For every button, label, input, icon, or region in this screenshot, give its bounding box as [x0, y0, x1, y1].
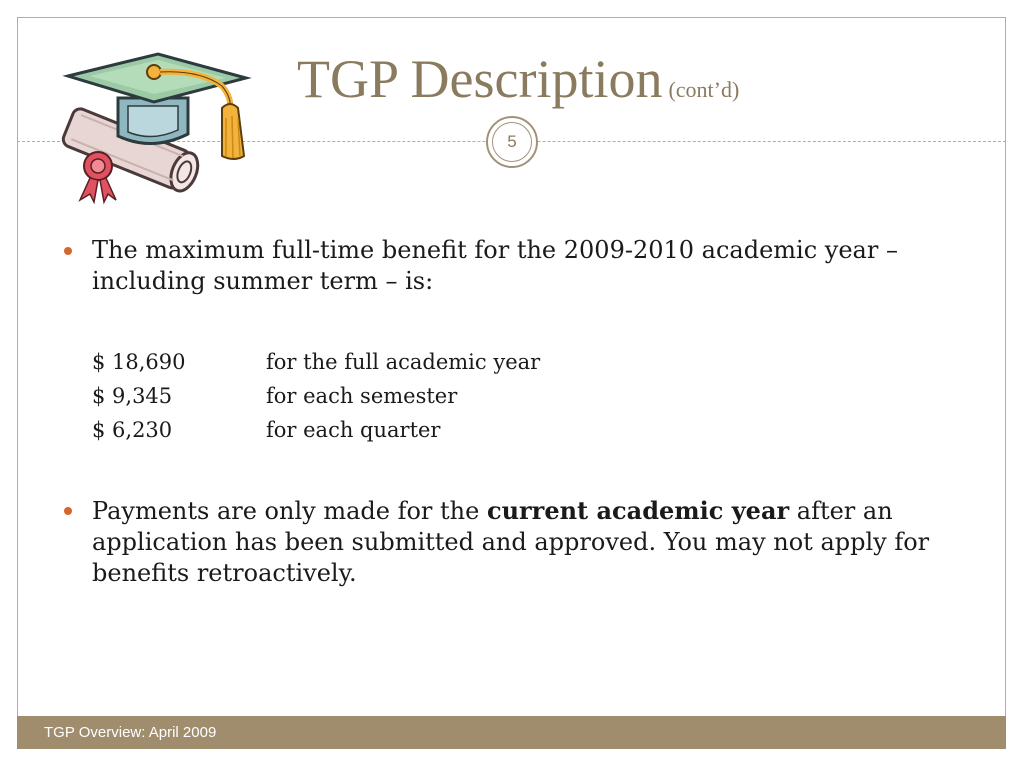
footer-bar	[17, 716, 1006, 749]
amount-description: for each quarter	[266, 418, 441, 442]
page-number: 5	[492, 122, 532, 162]
rose-ribbon	[80, 152, 116, 202]
bullet-marker	[64, 247, 72, 255]
bullet-item	[62, 235, 962, 297]
bullet-text-after: after an application has been submitted and approved. You may not apply for benefits retroactively.	[92, 497, 930, 587]
amount-description: for each semester	[266, 384, 458, 408]
benefit-amounts-table	[92, 345, 962, 447]
amount-row	[92, 345, 962, 379]
slide-title	[297, 48, 739, 110]
bullet-item	[62, 495, 962, 589]
graduation-cap-diploma-icon	[50, 48, 255, 206]
amount-value: $ 6,230	[92, 418, 173, 442]
amount-value: $ 18,690	[92, 350, 186, 374]
amount-description: for the full academic year	[266, 350, 541, 374]
slide-body	[62, 232, 962, 589]
bullet-marker	[64, 507, 72, 515]
bullet-text-bold: current academic year	[486, 496, 790, 525]
bullet-text-before: Payments are only made for the	[92, 497, 487, 525]
bullet-text: The maximum full-time benefit for the 2009-2010 academic year – including summer term – is:	[92, 236, 898, 295]
page-number-badge	[486, 116, 538, 168]
amount-row	[92, 413, 962, 447]
amount-value: $ 9,345	[92, 384, 173, 408]
slide-title-suffix: (cont’d)	[668, 77, 740, 102]
footer-text: TGP Overview: April 2009	[44, 724, 217, 741]
slide-title-main: TGP Description	[297, 49, 663, 109]
amount-row	[92, 379, 962, 413]
